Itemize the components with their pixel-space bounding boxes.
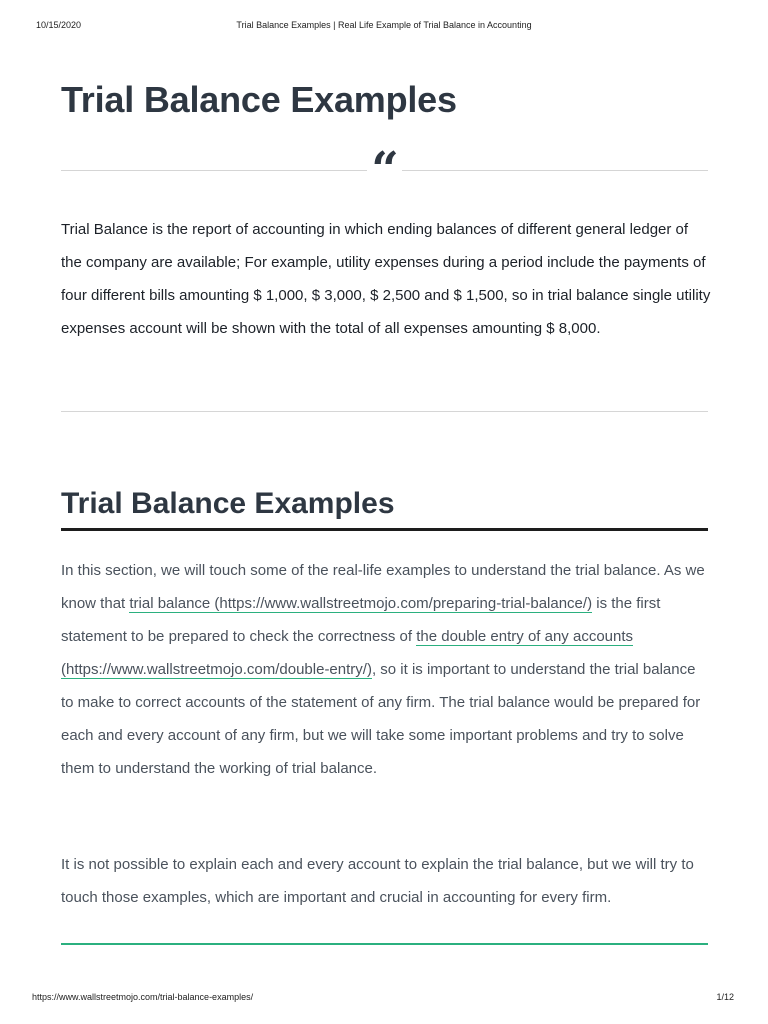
print-footer: [32, 990, 734, 1004]
double-entry-link[interactable]: the double entry of any accounts (https://www.wallstreetmojo.com/double-entry/): [61, 628, 634, 678]
divider-line-left: [61, 170, 367, 171]
section-heading: Trial Balance Examples: [61, 487, 395, 520]
print-document-title: Trial Balance Examples | Real Life Example of Trial Balance in Accounting: [236, 20, 532, 30]
divider-line-right: [402, 170, 708, 171]
heading-underline: [61, 528, 708, 531]
green-divider: [61, 943, 708, 945]
print-url: https://www.wallstreetmojo.com/trial-balance-examples/: [32, 992, 254, 1002]
intro-paragraph: [61, 554, 711, 785]
quote-icon: “: [371, 142, 399, 198]
intro-text-part2: is the first statement to be prepared to check the correctness of: [61, 595, 661, 645]
page-title: Trial Balance Examples: [61, 79, 457, 120]
second-paragraph: It is not possible to explain each and every account to explain the trial balance, but we will try to touch those examples, which are important and crucial in accounting for every firm.: [61, 856, 694, 906]
trial-balance-link[interactable]: trial balance (https://www.wallstreetmojo.com/preparing-trial-balance/): [129, 595, 593, 612]
section-divider: [61, 411, 708, 412]
quote-divider: [61, 142, 708, 198]
page-number: 1/12: [716, 992, 734, 1002]
print-header: [36, 18, 732, 32]
intro-text-part3: , so it is important to understand the trial balance to make to correct accounts of the statement of any firm. The trial balance would be prepared for each and every account of any firm, but we will take some important problems and try to solve them to understand the working of trial balance.: [61, 661, 701, 777]
intro-text-part1: In this section, we will touch some of the real-life examples to understand the trial balance. As we know that: [61, 562, 705, 612]
lead-paragraph: Trial Balance is the report of accounting in which ending balances of different general ledger of the company are available; For example, utility expenses during a period include the payments of four different bills amounting $ 1,000, $ 3,000, $ 2,500 and $ 1,500, so in trial balance single utility expenses account will be shown with the total of all expenses amounting $ 8,000.: [61, 221, 711, 337]
print-date: 10/15/2020: [36, 20, 82, 30]
